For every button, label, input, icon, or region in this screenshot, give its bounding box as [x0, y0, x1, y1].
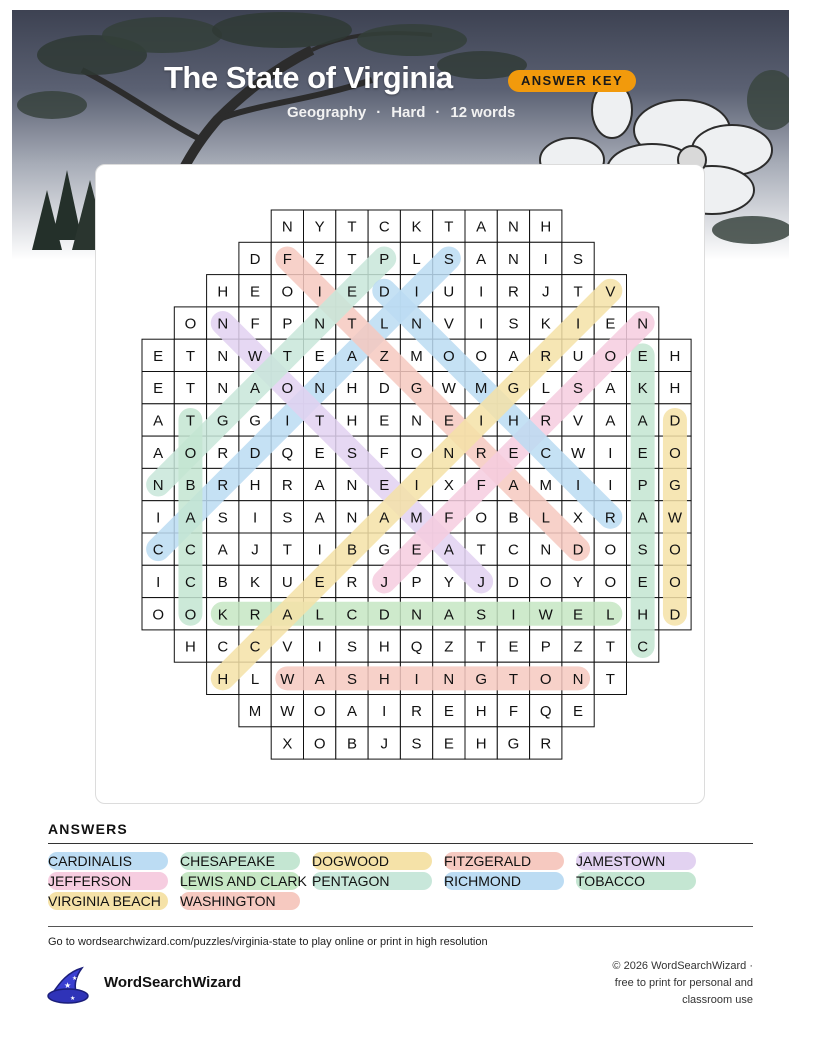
grid-letter: E	[314, 347, 325, 365]
grid-letter: E	[573, 703, 584, 721]
answer-word	[576, 872, 696, 890]
answer-label: LEWIS AND CLARK	[180, 873, 307, 889]
grid-letter: C	[249, 638, 261, 656]
copyright-notice	[553, 958, 753, 1009]
grid-letter: L	[606, 606, 615, 624]
footer-divider	[48, 926, 753, 927]
grid-letter: G	[507, 735, 520, 753]
grid-letter: D	[508, 573, 519, 591]
grid-letter: O	[410, 444, 423, 462]
grid-letter: F	[282, 250, 292, 268]
grid-letter: P	[637, 477, 648, 495]
grid-letter: V	[605, 283, 616, 301]
grid-letter: O	[184, 315, 197, 333]
grid-letter: R	[217, 477, 229, 495]
answer-key-badge: ANSWER KEY	[508, 70, 636, 92]
grid-letter: N	[508, 250, 519, 268]
grid-letter: D	[378, 380, 390, 398]
grid-letter: O	[604, 573, 617, 591]
grid-letter: R	[540, 347, 552, 365]
answer-label: CARDINALIS	[48, 853, 133, 869]
answer-label: PENTAGON	[312, 873, 390, 889]
grid-letter: S	[346, 638, 357, 656]
grid-letter: P	[282, 315, 293, 333]
grid-letter: J	[251, 541, 259, 559]
grid-letter: L	[541, 509, 550, 527]
grid-letter: L	[541, 380, 550, 398]
grid-letter: A	[153, 444, 164, 462]
grid-letter: H	[669, 347, 681, 365]
grid-letter: W	[280, 703, 295, 721]
grid-letter: J	[477, 573, 485, 591]
grid-letter: E	[153, 380, 164, 398]
grid-letter: K	[250, 573, 261, 591]
grid-letter: J	[380, 573, 388, 591]
grid-letter: G	[378, 541, 391, 559]
grid-letter: I	[156, 573, 161, 591]
grid-letter: A	[250, 380, 261, 398]
grid-letter: O	[281, 380, 294, 398]
grid-letter: N	[508, 218, 519, 236]
grid-letter: N	[346, 509, 358, 527]
grid-letter: E	[314, 444, 325, 462]
grid-letter: S	[443, 250, 454, 268]
grid-letter: Z	[315, 250, 325, 268]
grid-letter: T	[476, 638, 486, 656]
grid-letter: O	[281, 283, 294, 301]
grid-letter: H	[378, 638, 390, 656]
grid-letter: R	[281, 477, 293, 495]
grid-letter: A	[605, 412, 616, 430]
grid-letter: I	[382, 703, 387, 721]
answer-word	[576, 852, 696, 870]
grid-letter: D	[572, 541, 584, 559]
grid-letter: L	[412, 250, 421, 268]
grid-letter: R	[249, 606, 261, 624]
grid-letter: A	[637, 509, 648, 527]
footer-url-text: Go to wordsearchwizard.com/puzzles/virginia-state to play online or print in high resolution	[48, 936, 488, 948]
grid-letter: R	[475, 444, 487, 462]
grid-letter: N	[411, 606, 422, 624]
grid-letter: T	[282, 347, 292, 365]
grid-letter: S	[508, 315, 519, 333]
grid-letter: E	[605, 315, 616, 333]
grid-letter: D	[378, 606, 390, 624]
grid-letter: A	[185, 509, 196, 527]
grid-letter: W	[538, 606, 553, 624]
grid-letter: Z	[379, 347, 389, 365]
grid-letter: I	[317, 638, 322, 656]
grid-letter: H	[217, 670, 229, 688]
brand-name: WordSearchWizard	[104, 974, 242, 991]
grid-letter: M	[410, 347, 423, 365]
grid-letter: A	[443, 541, 454, 559]
grid-letter: T	[185, 347, 196, 365]
grid-letter: I	[317, 283, 322, 301]
grid-letter: H	[637, 606, 649, 624]
grid-letter: A	[153, 412, 164, 430]
grid-letter: E	[314, 573, 325, 591]
grid-letter: A	[476, 250, 487, 268]
answer-label: JAMESTOWN	[576, 853, 666, 869]
grid-letter: O	[604, 541, 617, 559]
grid-letter: O	[184, 606, 197, 624]
grid-letter: O	[539, 670, 552, 688]
grid-letter: G	[216, 412, 229, 430]
grid-letter: N	[411, 412, 422, 430]
grid-letter: U	[281, 573, 293, 591]
grid-letter: O	[604, 347, 617, 365]
grid-letter: F	[508, 703, 519, 721]
grid-letter: E	[250, 283, 261, 301]
grid-letter: A	[443, 606, 454, 624]
answers-heading: ANSWERS	[48, 821, 128, 837]
grid-letter: T	[282, 541, 292, 559]
answer-word	[312, 872, 432, 890]
grid-letter: G	[410, 380, 423, 398]
grid-letter: C	[185, 541, 196, 559]
grid-letter: A	[637, 412, 648, 430]
answer-word	[48, 852, 168, 870]
grid-letter: N	[346, 477, 358, 495]
grid-letter: V	[573, 412, 584, 430]
grid-letter: B	[508, 509, 519, 527]
grid-letter: R	[508, 283, 519, 301]
grid-letter: C	[346, 606, 358, 624]
grid-letter: I	[285, 412, 290, 430]
grid-letter: G	[249, 412, 261, 430]
grid-letter: H	[475, 735, 487, 753]
grid-letter: E	[411, 541, 422, 559]
grid-letter: E	[443, 735, 454, 753]
grid-letter: N	[443, 444, 455, 462]
grid-letter: E	[637, 347, 648, 365]
answer-label: FITZGERALD	[444, 853, 532, 869]
grid-letter: N	[152, 477, 164, 495]
grid-letter: I	[608, 477, 613, 495]
grid-letter: O	[669, 444, 681, 462]
grid-letter: N	[314, 380, 326, 398]
grid-letter: T	[315, 412, 325, 430]
grid-letter: T	[476, 541, 486, 559]
grid-letter: N	[314, 315, 326, 333]
grid-letter: T	[185, 412, 196, 430]
grid-letter: Q	[281, 444, 294, 462]
grid-letter: L	[315, 606, 324, 624]
copyright-line: free to print for personal and	[614, 977, 753, 989]
answer-word	[444, 852, 564, 870]
grid-letter: O	[184, 444, 197, 462]
grid-letter: F	[379, 444, 389, 462]
grid-letter: S	[573, 250, 584, 268]
grid-letter: E	[508, 638, 519, 656]
grid-letter: D	[669, 606, 681, 624]
grid-letter: E	[443, 412, 454, 430]
grid-letter: P	[379, 250, 390, 268]
grid-letter: H	[475, 703, 487, 721]
difficulty-label: Hard	[391, 104, 426, 121]
grid-letter: X	[282, 735, 293, 753]
grid-letter: K	[411, 218, 422, 236]
grid-letter: I	[252, 509, 258, 527]
grid-letter: J	[542, 283, 550, 301]
answer-label: RICHMOND	[444, 873, 521, 889]
grid-letter: G	[507, 380, 520, 398]
answer-word	[48, 892, 168, 910]
wizard-hat-icon	[46, 964, 94, 1006]
grid-letter: I	[479, 283, 484, 301]
grid-letter: I	[414, 670, 419, 688]
grid-letter: M	[248, 703, 262, 721]
grid-letter: M	[539, 477, 552, 495]
grid-letter: S	[637, 541, 648, 559]
grid-letter: E	[508, 444, 519, 462]
answer-label: WASHINGTON	[180, 893, 276, 909]
grid-letter: A	[379, 509, 390, 527]
grid-letter: N	[217, 315, 229, 333]
grid-letter: R	[540, 735, 552, 753]
grid-letter: S	[346, 444, 357, 462]
answer-label: VIRGINIA BEACH	[48, 893, 161, 909]
grid-letter: S	[476, 606, 487, 624]
grid-letter: O	[443, 347, 455, 365]
grid-letter: O	[669, 541, 681, 559]
grid-letter: R	[346, 573, 358, 591]
puzzle-meta: Geography · Hard · 12 words	[287, 104, 516, 121]
grid-letter: A	[314, 477, 325, 495]
grid-letter: H	[378, 670, 390, 688]
grid-letter: K	[637, 380, 648, 398]
answer-label: CHESAPEAKE	[180, 853, 275, 869]
grid-letter: C	[637, 638, 649, 656]
grid-letter: X	[573, 509, 584, 527]
grid-letter: N	[411, 315, 422, 333]
grid-letter: I	[608, 444, 613, 462]
copyright-line: classroom use	[682, 994, 753, 1006]
grid-letter: L	[380, 315, 389, 333]
grid-letter: W	[247, 347, 263, 365]
grid-letter: O	[475, 509, 487, 527]
grid-letter: A	[508, 347, 519, 365]
grid-letter: H	[185, 638, 196, 656]
grid-letter: H	[540, 218, 552, 236]
grid-letter: O	[539, 573, 552, 591]
answer-word	[180, 872, 307, 890]
grid-letter: A	[346, 703, 357, 721]
grid-letter: L	[250, 670, 260, 688]
grid-letter: U	[572, 347, 584, 365]
grid-letter: R	[604, 509, 616, 527]
grid-letter: T	[347, 250, 357, 268]
grid-letter: T	[573, 283, 583, 301]
grid-letter: H	[669, 380, 681, 398]
svg-text:★: ★	[70, 996, 76, 1002]
grid-letter: W	[667, 509, 683, 527]
grid-letter: O	[475, 347, 487, 365]
grid-letter: C	[508, 541, 519, 559]
grid-letter: E	[379, 412, 390, 430]
grid-letter: I	[511, 606, 516, 624]
grid-letter: O	[669, 573, 681, 591]
answer-word	[180, 892, 300, 910]
grid-letter: E	[637, 444, 648, 462]
grid-letter: I	[414, 477, 419, 495]
grid-letter: N	[217, 380, 229, 398]
grid-letter: T	[508, 670, 519, 688]
grid-letter: D	[669, 412, 681, 430]
grid-letter: G	[475, 670, 487, 688]
grid-letter: B	[346, 735, 357, 753]
svg-text:★: ★	[72, 976, 78, 982]
grid-letter: I	[156, 509, 161, 527]
grid-letter: Q	[539, 703, 552, 721]
page-title: The State of Virginia	[164, 60, 453, 95]
grid-letter: S	[573, 380, 584, 398]
grid-letter: A	[314, 670, 325, 688]
grid-letter: D	[249, 444, 261, 462]
grid-letter: N	[281, 218, 293, 236]
grid-letter: M	[474, 380, 488, 398]
answer-label: JEFFERSON	[48, 873, 132, 889]
grid-letter: W	[280, 670, 295, 688]
grid-letter: A	[282, 606, 293, 624]
grid-letter: A	[346, 347, 357, 365]
answer-word	[180, 852, 300, 870]
grid-letter: H	[346, 412, 358, 430]
answer-word	[312, 852, 432, 870]
grid-letter: Z	[444, 638, 454, 656]
grid-letter: H	[508, 412, 519, 430]
grid-letter: W	[441, 380, 456, 398]
grid-letter: E	[153, 347, 164, 365]
grid-letter: R	[217, 444, 229, 462]
grid-letter: Q	[410, 638, 423, 656]
word-count-label: 12 words	[450, 104, 516, 121]
grid-letter: Y	[443, 573, 454, 591]
grid-letter: K	[540, 315, 551, 333]
grid-letter: C	[152, 541, 164, 559]
grid-letter: V	[282, 638, 293, 656]
grid-letter: R	[411, 703, 422, 721]
grid-letter: B	[217, 573, 228, 591]
grid-letter: T	[444, 218, 454, 236]
grid-letter: E	[573, 606, 584, 624]
grid-letter: T	[347, 218, 357, 236]
grid-letter: I	[575, 315, 581, 333]
grid-letter: D	[249, 250, 261, 268]
grid-letter: F	[444, 509, 454, 527]
grid-letter: N	[540, 541, 552, 559]
grid-letter: D	[378, 283, 390, 301]
grid-letter: O	[152, 606, 164, 624]
grid-letter: R	[540, 412, 552, 430]
grid-letter: N	[572, 670, 584, 688]
grid-letter: I	[543, 250, 548, 268]
grid-letter: C	[185, 573, 196, 591]
grid-letter: A	[314, 509, 325, 527]
grid-letter: Y	[314, 218, 325, 236]
grid-letter: H	[249, 477, 261, 495]
answer-word	[48, 872, 168, 890]
grid-letter: V	[443, 315, 454, 333]
grid-letter: U	[443, 283, 455, 301]
answers-divider	[48, 843, 753, 844]
grid-letter: I	[414, 283, 419, 301]
grid-letter: G	[669, 477, 681, 495]
grid-letter: B	[346, 541, 357, 559]
grid-letter: O	[313, 703, 326, 721]
grid-letter: E	[637, 573, 648, 591]
grid-letter: I	[575, 477, 581, 495]
grid-letter: A	[476, 218, 487, 236]
grid-letter: A	[605, 380, 616, 398]
grid-letter: H	[217, 283, 229, 301]
grid-letter: W	[570, 444, 586, 462]
grid-letter: S	[217, 509, 228, 527]
grid-letter: M	[410, 509, 423, 527]
grid-letter: O	[313, 735, 326, 753]
grid-letter: C	[217, 638, 229, 656]
grid-letter: E	[443, 703, 454, 721]
grid-letter: T	[347, 315, 357, 333]
grid-letter: Z	[573, 638, 583, 656]
grid-letter: N	[637, 315, 649, 333]
grid-letter: A	[508, 477, 519, 495]
grid-letter: S	[346, 670, 357, 688]
grid-letter: T	[605, 638, 615, 656]
svg-text:★: ★	[64, 981, 72, 990]
grid-letter: F	[476, 477, 486, 495]
grid-letter: P	[411, 573, 422, 591]
grid-letter: J	[380, 735, 388, 753]
grid-letter: N	[443, 670, 455, 688]
copyright-line: © 2026 WordSearchWizard ·	[612, 960, 753, 972]
grid-letter: T	[605, 670, 615, 688]
answer-label: TOBACCO	[576, 873, 645, 889]
grid-letter: F	[250, 315, 260, 333]
grid-letter: S	[282, 509, 293, 527]
answer-word	[444, 872, 564, 890]
grid-letter: I	[317, 541, 322, 559]
grid-letter: P	[540, 638, 551, 656]
category-label: Geography	[287, 104, 367, 121]
grid-letter: B	[185, 477, 196, 495]
grid-letter: K	[217, 606, 228, 624]
grid-letter: X	[443, 477, 454, 495]
answer-label: DOGWOOD	[312, 853, 389, 869]
grid-letter: C	[540, 444, 552, 462]
grid-letter: A	[217, 541, 228, 559]
grid-letter: I	[479, 315, 484, 333]
grid-letter: E	[346, 283, 357, 301]
grid-letter: C	[378, 218, 390, 236]
grid-letter: N	[217, 347, 229, 365]
grid-letter: T	[185, 380, 196, 398]
grid-letter: E	[379, 477, 390, 495]
grid-letter: I	[479, 412, 484, 430]
grid-letter: Y	[573, 573, 584, 591]
grid-letter: S	[411, 735, 422, 753]
grid-letter: H	[346, 380, 358, 398]
